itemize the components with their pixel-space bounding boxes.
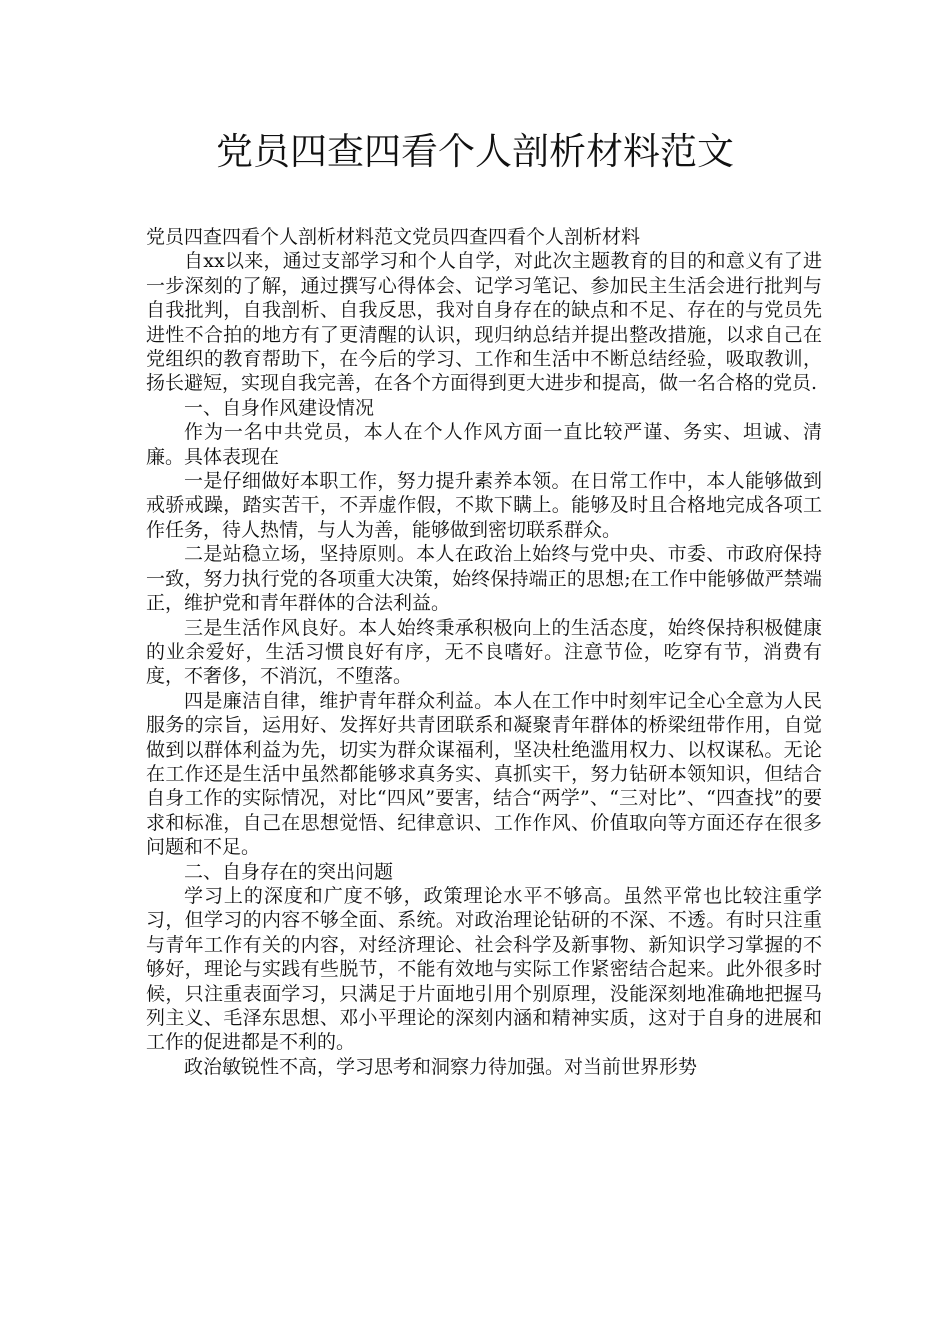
body-paragraph: 一是仔细做好本职工作，努力提升素养本领。在日常工作中，本人能够做到戒骄戒躁，踏实苦干，不弄虚作假，不欺下瞒上。能够及时且合格地完成各项工作任务，待人热情，与人为善，能够做到密切联系群众。 xyxy=(146,470,822,541)
body-paragraph: 政治敏锐性不高，学习思考和洞察力待加强。对当前世界形势 xyxy=(184,1055,698,1078)
section-heading: 二、自身存在的突出问题 xyxy=(184,860,394,883)
body-paragraph: 自xx以来，通过支部学习和个人自学，对此次主题教育的目的和意义有了进一步深刻的了解，通过撰写心得体会、记学习笔记、参加民主生活会进行批判与自我批判，自我剖析、自我反思，我对自身存在的缺点和不足、存在的与党员先进性不合拍的地方有了更清醒的认识，现归纳总结并提出整改措施，以求自己在党组织的教育帮助下，在今后的学习、工作和生活中不断总结经验，吸取教训，扬长避短，实现自我完善，在各个方面得到更大进步和提高，做一名合格的党员. xyxy=(146,250,822,395)
document-title: 党员四查四看个人剖析材料范文 xyxy=(216,130,734,173)
body-paragraph: 党员四查四看个人剖析材料范文党员四查四看个人剖析材料 xyxy=(146,226,641,248)
body-paragraph: 三是生活作风良好。本人始终秉承积极向上的生活态度，始终保持积极健康的业余爱好，生活习惯良好有序，无不良嗜好。注意节俭，吃穿有节，消费有度，不奢侈，不消沉，不堕落。 xyxy=(146,616,822,688)
section-heading: 一、自身作风建设情况 xyxy=(184,396,375,419)
body-paragraph: 作为一名中共党员，本人在个人作风方面一直比较严谨、务实、坦诚、清廉。具体表现在 xyxy=(146,421,822,468)
body-paragraph: 学习上的深度和广度不够，政策理论水平不够高。虽然平常也比较注重学习，但学习的内容不够全面、系统。对政治理论钻研的不深、不透。有时只注重与青年工作有关的内容，对经济理论、社会科学及新事物、新知识学习掌握的不够好，理论与实践有些脱节，不能有效地与实际工作紧密结合起来。此外很多时候，只注重表面学习，只满足于片面地引用个别原理，没能深刻地准确地把握马列主义、毛泽东思想、邓小平理论的深刻内涵和精神实质，这对于自身的进展和工作的促进都是不利的。 xyxy=(146,884,822,1054)
body-paragraph: 二是站稳立场，坚持原则。本人在政治上始终与党中央、市委、市政府保持一致，努力执行党的各项重大决策，始终保持端正的思想;在工作中能够做严禁端正，维护党和青年群体的合法利益。 xyxy=(146,543,822,615)
body-paragraph: 四是廉洁自律，维护青年群众利益。本人在工作中时刻牢记全心全意为人民服务的宗旨，运用好、发挥好共青团联系和凝聚青年群体的桥梁纽带作用，自觉做到以群体利益为先，切实为群众谋福利，坚决杜绝滥用权力、以权谋私。无论在工作还是生活中虽然都能够求真务实、真抓实干，努力钻研本领知识，但结合自身工作的实际情况，对比“四风”要害，结合“两学”、“三对比”、“四查找”的要求和标准，自己在思想觉悟、纪律意识、工作作风、价值取向等方面还存在很多问题和不足。 xyxy=(146,689,822,859)
document-body xyxy=(146,225,822,1079)
